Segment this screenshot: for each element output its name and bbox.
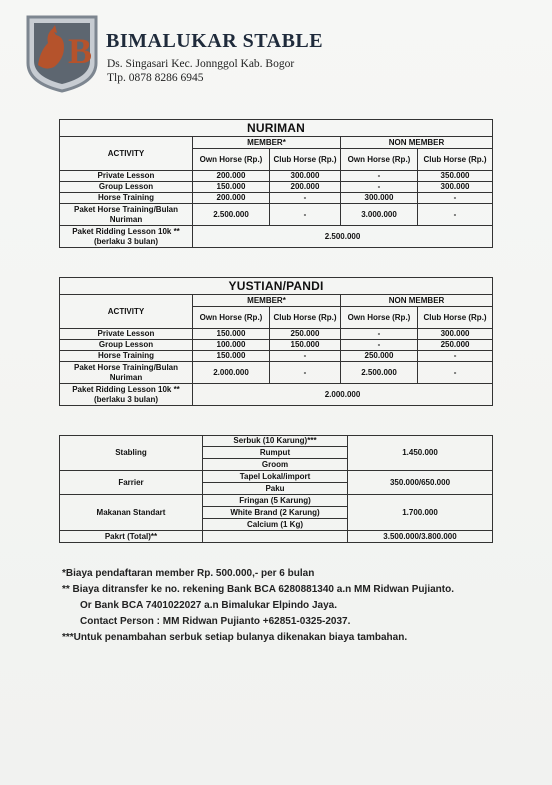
own-horse-header: Own Horse (Rp.) (341, 149, 418, 171)
services-price-table (59, 435, 493, 543)
price-cell: 150.000 (193, 329, 270, 340)
activity-cell: Group Lesson (60, 340, 193, 351)
price-cell: 250.000 (270, 329, 341, 340)
price-cell: 3.000.000 (341, 204, 418, 226)
price-cell: - (270, 204, 341, 226)
svg-text:B: B (68, 31, 93, 71)
service-item: White Brand (2 Karung) (203, 507, 348, 519)
note-line: Contact Person : MM Ridwan Pujianto +62851-0325-2037. (80, 616, 351, 627)
member-header: MEMBER* (193, 137, 341, 149)
service-label: Stabling (60, 436, 203, 471)
note-line: Or Bank BCA 7401022027 a.n Bimalukar Elpindo Jaya. (80, 600, 337, 611)
non-member-header: NON MEMBER (341, 295, 493, 307)
brand-name: BIMALUKAR STABLE (106, 30, 324, 52)
price-cell: 2.500.000 (193, 204, 270, 226)
activity-cell: Group Lesson (60, 182, 193, 193)
table-title: NURIMAN (60, 120, 493, 137)
price-cell: - (341, 340, 418, 351)
price-cell: 300.000 (418, 329, 493, 340)
price-cell: 300.000 (270, 171, 341, 182)
table-row (60, 171, 493, 182)
service-item: Paku (203, 483, 348, 495)
note-line: ***Untuk penambahan serbuk setiap bulanya dikenakan biaya tambahan. (62, 632, 408, 643)
table-row (60, 226, 493, 248)
member-header: MEMBER* (193, 295, 341, 307)
price-cell: - (270, 351, 341, 362)
price-cell: 200.000 (193, 193, 270, 204)
service-item: Calcium (1 Kg) (203, 519, 348, 531)
phone-line: Tlp. 0878 8286 6945 (107, 72, 204, 84)
table-row (60, 329, 493, 340)
price-cell: 250.000 (418, 340, 493, 351)
activity-cell: Paket Ridding Lesson 10k ** (berlaku 3 bulan) (60, 226, 193, 248)
own-horse-header: Own Horse (Rp.) (193, 149, 270, 171)
price-cell: - (418, 204, 493, 226)
club-horse-header: Club Horse (Rp.) (418, 307, 493, 329)
activity-cell: Horse Training (60, 351, 193, 362)
table-row (60, 362, 493, 384)
price-cell: - (341, 171, 418, 182)
table-row (60, 384, 493, 406)
own-horse-header: Own Horse (Rp.) (193, 307, 270, 329)
service-item: Fringan (5 Karung) (203, 495, 348, 507)
activity-header: ACTIVITY (60, 137, 193, 171)
club-horse-header: Club Horse (Rp.) (418, 149, 493, 171)
price-cell: - (418, 362, 493, 384)
price-cell: 2.500.000 (341, 362, 418, 384)
price-cell: 2.000.000 (193, 362, 270, 384)
price-cell: 250.000 (341, 351, 418, 362)
service-price: 1.700.000 (348, 495, 493, 531)
nuriman-price-table (59, 119, 493, 248)
price-cell: 150.000 (193, 351, 270, 362)
table-row (60, 182, 493, 193)
table-title: YUSTIAN/PANDI (60, 278, 493, 295)
table-row (60, 351, 493, 362)
activity-cell: Private Lesson (60, 171, 193, 182)
service-price: 350.000/650.000 (348, 471, 493, 495)
total-empty-cell (203, 531, 348, 543)
table-row (60, 204, 493, 226)
yustian-price-table (59, 277, 493, 406)
price-cell: 150.000 (193, 182, 270, 193)
table-row (60, 193, 493, 204)
activity-cell: Private Lesson (60, 329, 193, 340)
service-item: Tapel Lokal/import (203, 471, 348, 483)
total-price: 3.500.000/3.800.000 (348, 531, 493, 543)
table-row (60, 340, 493, 351)
price-cell: - (341, 329, 418, 340)
price-cell: 150.000 (270, 340, 341, 351)
address-line: Ds. Singasari Kec. Jonnggol Kab. Bogor (107, 58, 295, 70)
stable-logo (24, 13, 100, 93)
note-line: ** Biaya ditransfer ke no. rekening Bank BCA 6280881340 a.n MM Ridwan Pujianto. (62, 584, 454, 595)
package-price-cell: 2.500.000 (193, 226, 493, 248)
package-price-cell: 2.000.000 (193, 384, 493, 406)
service-item: Serbuk (10 Karung)*** (203, 436, 348, 447)
own-horse-header: Own Horse (Rp.) (341, 307, 418, 329)
club-horse-header: Club Horse (Rp.) (270, 307, 341, 329)
activity-cell: Horse Training (60, 193, 193, 204)
service-label: Farrier (60, 471, 203, 495)
total-label: Pakrt (Total)** (60, 531, 203, 543)
price-cell: - (270, 193, 341, 204)
club-horse-header: Club Horse (Rp.) (270, 149, 341, 171)
service-price: 1.450.000 (348, 436, 493, 471)
price-cell: - (418, 193, 493, 204)
service-item: Groom (203, 459, 348, 471)
price-cell: - (341, 182, 418, 193)
activity-cell: Paket Ridding Lesson 10k ** (berlaku 3 bulan) (60, 384, 193, 406)
address-block (107, 57, 294, 85)
price-cell: 300.000 (341, 193, 418, 204)
note-line: *Biaya pendaftaran member Rp. 500.000,- per 6 bulan (62, 568, 315, 579)
price-cell: 350.000 (418, 171, 493, 182)
service-item: Rumput (203, 447, 348, 459)
notes-block (62, 566, 454, 646)
activity-cell: Paket Horse Training/Bulan Nuriman (60, 204, 193, 226)
service-label: Makanan Standart (60, 495, 203, 531)
price-cell: 200.000 (270, 182, 341, 193)
activity-cell: Paket Horse Training/Bulan Nuriman (60, 362, 193, 384)
price-cell: 200.000 (193, 171, 270, 182)
price-cell: - (270, 362, 341, 384)
activity-header: ACTIVITY (60, 295, 193, 329)
price-cell: 100.000 (193, 340, 270, 351)
price-cell: 300.000 (418, 182, 493, 193)
price-cell: - (418, 351, 493, 362)
non-member-header: NON MEMBER (341, 137, 493, 149)
